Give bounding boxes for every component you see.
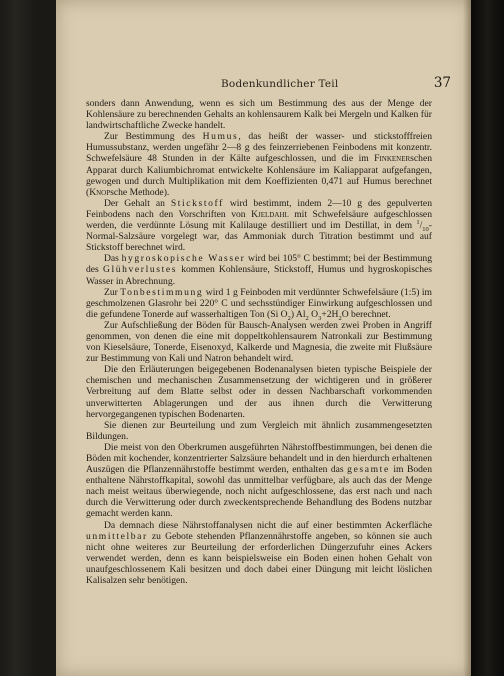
- author-name: Kjeldahl: [251, 208, 289, 220]
- book-page: [56, 0, 471, 676]
- body-text: [86, 98, 432, 586]
- paragraph: [86, 320, 432, 364]
- spaced-term: Stickstoff: [170, 197, 224, 209]
- formula-subscript: 2: [287, 314, 291, 322]
- spaced-term: Tonbestimmung: [120, 286, 204, 298]
- paragraph-text: wird bestimmt, indem 2—10 g des gepulverten Feinbodens nach den Vorschriften von: [86, 197, 432, 220]
- paragraph: [86, 420, 432, 442]
- spaced-term: unmittelbar: [86, 530, 148, 542]
- paragraph: [86, 364, 432, 419]
- paragraph-text: sche Methode).: [110, 186, 170, 198]
- author-name: Finkener: [374, 153, 411, 165]
- paragraph-text: +2H: [321, 308, 339, 320]
- fraction-numerator: 1: [416, 218, 420, 226]
- book-spine-shadow: [471, 0, 504, 676]
- paragraph: [86, 98, 432, 131]
- paragraph-text: Der Gehalt an: [104, 197, 171, 209]
- spaced-term: Humus: [202, 131, 239, 143]
- paragraph-text: schen Apparat durch Kaliumbichromat entwickelte Kohlensäure im Kaliapparat aufgefangen, gewogen und durch Multiplikation mit dem Koeffizienten 0,471 auf Humus berechnet (: [86, 153, 432, 198]
- paragraph-text: zu Gebote stehenden Pflanzennährstoffe angeben, so können sie auch nicht ohne weiteres zur Beurteilung der erforderlichen Düngerzufuhr eines Ackers verwendet werden, denn es kann beispielsweise ein Boden einen hohen Gehalt von unaufgeschlossenem Kali besitzen und doch dabei einer Düngung mit leicht löslichen Kalisalzen sehr benötigen.: [86, 530, 432, 587]
- paragraph-text: Da demnach diese Nährstoffanalysen nicht die auf einer bestimmten Ackerfläche: [104, 519, 432, 531]
- formula-subscript: 2: [305, 314, 309, 322]
- spaced-term: hygroskopische Wasser: [121, 253, 246, 265]
- paragraph-text: Die den Erläuterungen beigegebenen Bodenanalysen bieten typische Beispiele der chemischen und mechanischen Zusammensetzung der wichtigeren und in größerer Verbreitung auf dem Blatte selbst oder in dessen Nachbarschaft vorkommenden unverwitterten Ablagerungen und der aus ihnen durch die Verwitterung hervorgegangenen typischen Bodenarten.: [86, 364, 432, 420]
- paragraph-text: Zur Bestimmung des: [104, 131, 203, 143]
- paragraph-text: wird bei 105° C bestimmt; bei der Bestimmung des: [86, 253, 432, 276]
- paragraph-text: O: [308, 308, 319, 320]
- running-header-title: Bodenkundlicher Teil: [221, 78, 339, 90]
- formula-subscript: 3: [318, 314, 322, 322]
- paragraph-text: Das: [104, 253, 122, 265]
- author-name: Knop: [89, 186, 111, 198]
- paragraph-text: , das heißt der wasser- und stickstofffreien Humussubstanz, werden ungefähr 2—8 g des feinzerriebenen Feinbodens mit konzentr. Schwefelsäure 48 Stunden in der Kälte aufgeschlossen, und die im: [86, 131, 432, 165]
- paragraph-text: Zur Aufschließung der Böden für Bausch-Analysen werden zwei Proben in Angriff genommen, von denen die eine mit doppeltkohlensaurem Natronkali zur Bestimmung von Kieselsäure, Tonerde, Eisenoxyd, Kalkerde und Magnesia, die zweite mit Flußsäure zur Bestimmung von Kali und Natron behandelt wird.: [86, 319, 432, 365]
- paragraph: [86, 442, 432, 520]
- paragraph: [86, 287, 432, 320]
- paragraph-text: kommen Kohlensäure, Stickstoff, Humus und hygroskopisches Wasser in Abrechnung.: [86, 264, 432, 287]
- paragraph-text: wird 1 g Feinboden mit verdünnter Schwefelsäure (1:5) im geschmolzenen Glasrohr bei 220° C und sechsstündiger Einwirkung aufgeschlossen und die gefundene Tonerde auf wasserhaltigen Ton (Si O: [86, 286, 432, 320]
- paragraph-text: Zur: [104, 286, 121, 298]
- paragraph-text: O berechnet.: [341, 308, 391, 320]
- paragraph-text: Sie dienen zur Beurteilung und zum Vergleich mit ähnlich zusammengesetzten Bildungen.: [86, 419, 432, 442]
- paragraph: [86, 131, 432, 198]
- formula-subscript: 2: [338, 314, 342, 322]
- paragraph-text: Die meist von den Oberkrumen ausgeführten Nährstoffbestimmungen, bei denen die Böden mit kochender, konzentrierter Salzsäure behandelt und in den hierdurch erhaltenen Auszügen die Pflanzennährstoffe bestimmt werden, enthalten das: [86, 441, 432, 476]
- paragraph-text: sonders dann Anwendung, wenn es sich um Bestimmung des aus der Menge der Kohlensäure zu berechnenden Gehalts an kohlensaurem Kalk bei Mergeln und Kalken für landwirtschaftliche Zwecke handelt.: [86, 98, 432, 132]
- page-edge-shadow: [463, 0, 471, 676]
- paragraph: Der Gehalt an Stickstoff wird bestimmt, indem 2—10 g des gepulverten Feinbodens nach den Vorschriften von Kjeldahl mit Schwefelsäure aufgeschlossen werden, die verdünnte Lösung mit Kalilauge destilliert und im Destillat, in dem $^1/_{10}-Normal$-Salzsäure vorgelegt war, das Ammoniak durch Titration bestimmt und auf Stickstoff berechnet wird.: [86, 197, 432, 254]
- paragraph-text: im Boden enthaltene Nährstoffkapital, sowohl das unmittelbar verfügbare, als auch das der Menge nach meist weitaus überwiegende, noch nicht aufgeschlossene, das erst nach und nach durch die Verwitterung oder durch zweckentsprechende Behandlung des Bodens nutzbar gemacht werden kann.: [86, 464, 432, 520]
- fraction-denominator: 10: [422, 225, 429, 233]
- page-number: 37: [433, 75, 451, 91]
- paragraph: [86, 253, 432, 286]
- paragraph: [86, 520, 432, 587]
- spaced-term: Glühverlustes: [102, 264, 178, 276]
- paragraph-text: mit Schwefelsäure aufgeschlossen werden, die verdünnte Lösung mit Kalilauge destilliert und im Destillat, in dem: [86, 208, 432, 232]
- paragraph-text: -Normal-Salzsäure vorgelegt war, das Ammoniak durch Titration bestimmt und auf Stickstoff berechnet wird.: [86, 220, 432, 254]
- running-header: [56, 75, 471, 94]
- spaced-term: gesamte: [347, 464, 390, 476]
- paragraph-text: ) Al: [290, 308, 306, 320]
